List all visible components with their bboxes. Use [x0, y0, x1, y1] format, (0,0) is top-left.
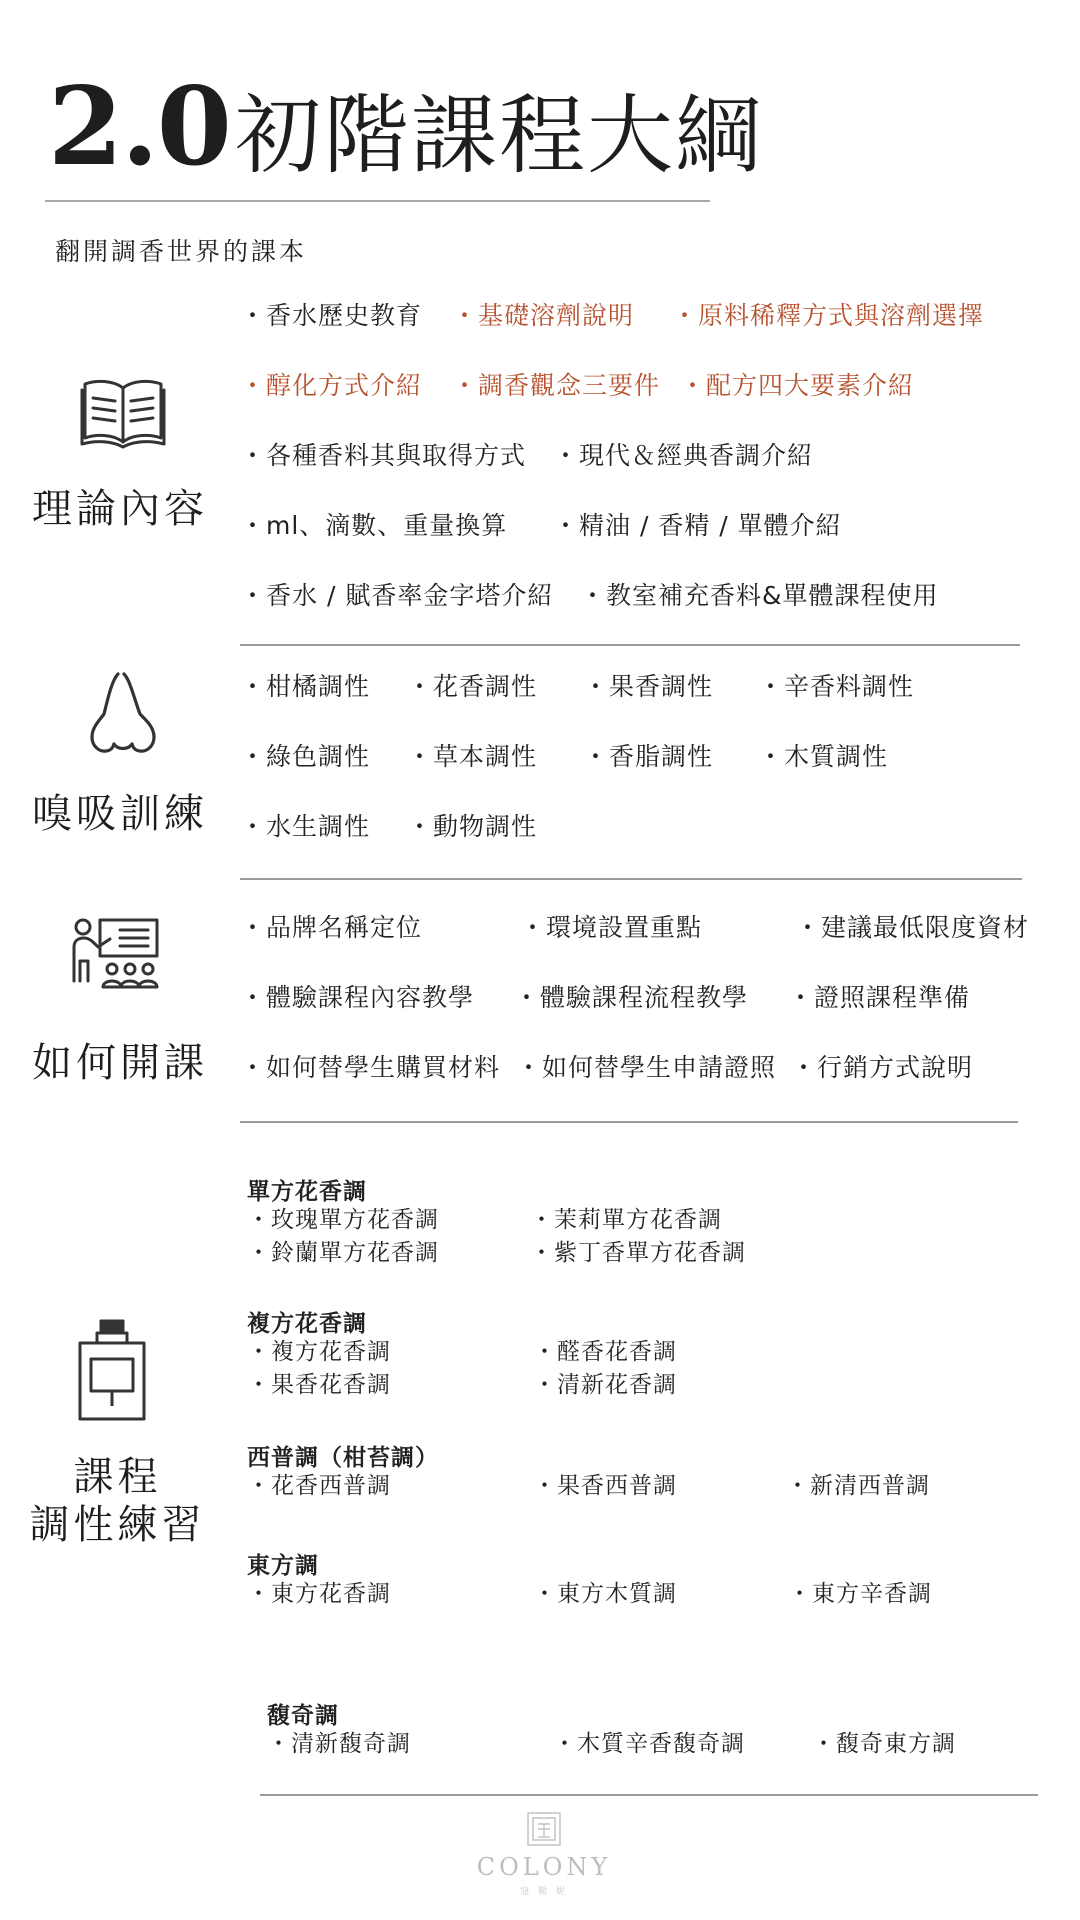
section-label-practice-line1: 課程: [73, 1454, 162, 1500]
list-item: ・香水 / 賦香率金字塔介紹: [240, 581, 554, 610]
list-item: ・調香觀念三要件: [452, 371, 661, 400]
list-item: ・複方花香調: [247, 1339, 391, 1365]
group-title: 西普調（柑苔調）: [247, 1445, 439, 1471]
section-divider: [240, 1121, 1018, 1123]
list-item: ・馥奇東方調: [812, 1731, 956, 1757]
list-item: ・果香花香調: [247, 1372, 391, 1398]
group-title: 複方花香調: [247, 1311, 367, 1337]
list-item: ・動物調性: [407, 812, 538, 841]
list-item: ・柑橘調性: [240, 672, 371, 701]
list-item: ・木質調性: [758, 742, 889, 771]
title-number: 2.0: [48, 64, 230, 190]
list-item: ・體驗課程內容教學: [240, 983, 475, 1012]
perfume-bottle-icon: [76, 1318, 148, 1422]
list-item: ・果香西普調: [533, 1473, 677, 1499]
list-item: ・ml、滴數、重量換算: [240, 511, 508, 540]
list-item: ・清新馥奇調: [267, 1731, 411, 1757]
list-item: ・茉莉單方花香調: [530, 1207, 722, 1233]
page-title: 初階課程大綱: [235, 86, 763, 186]
section-divider: [240, 878, 1022, 880]
list-item: ・精油 / 香精 / 單體介紹: [553, 511, 842, 540]
list-item: ・如何替學生購買材料: [240, 1053, 501, 1082]
section-divider: [240, 644, 1020, 646]
list-item: ・紫丁香單方花香調: [530, 1240, 746, 1266]
title-divider: [45, 200, 710, 202]
list-item: ・辛香料調性: [758, 672, 915, 701]
brand-logo-subtitle: 寇 勒 妮: [520, 1887, 568, 1897]
logo-mark-icon: [526, 1811, 562, 1851]
section-label-olfactory: 嗅吸訓練: [32, 791, 208, 837]
list-item: ・現代＆經典香調介紹: [553, 441, 814, 470]
group-title: 單方花香調: [247, 1179, 367, 1205]
list-item: ・水生調性: [240, 812, 371, 841]
list-item: ・原料稀釋方式與溶劑選擇: [672, 301, 985, 330]
list-item: ・花香西普調: [247, 1473, 391, 1499]
list-item: ・草本調性: [407, 742, 538, 771]
list-item: ・清新花香調: [533, 1372, 677, 1398]
nose-icon: [88, 670, 158, 756]
list-item: ・東方辛香調: [788, 1581, 932, 1607]
page-subtitle: 翻開調香世界的課本: [55, 237, 308, 266]
list-item: ・玫瑰單方花香調: [247, 1207, 439, 1233]
list-item: ・證照課程準備: [788, 983, 971, 1012]
brand-logo: COLONY: [476, 1853, 612, 1881]
group-title: 馥奇調: [267, 1703, 339, 1729]
list-item: ・體驗課程流程教學: [514, 983, 749, 1012]
list-item: ・配方四大要素介紹: [680, 371, 915, 400]
list-item: ・新清西普調: [786, 1473, 930, 1499]
group-title: 東方調: [247, 1553, 319, 1579]
list-item: ・建議最低限度資材: [795, 913, 1030, 942]
list-item: ・香水歷史教育: [240, 301, 423, 330]
list-item: ・品牌名稱定位: [240, 913, 423, 942]
list-item: ・花香調性: [407, 672, 538, 701]
open-book-icon: [80, 374, 166, 450]
list-item: ・東方木質調: [533, 1581, 677, 1607]
section-label-theory: 理論內容: [32, 486, 208, 532]
list-item: ・木質辛香馥奇調: [553, 1731, 745, 1757]
list-item: ・行銷方式說明: [791, 1053, 974, 1082]
list-item: ・醛香花香調: [533, 1339, 677, 1365]
section-label-teaching: 如何開課: [32, 1040, 208, 1086]
list-item: ・果香調性: [583, 672, 714, 701]
list-item: ・各種香料其與取得方式: [240, 441, 527, 470]
list-item: ・教室補充香料&單體課程使用: [580, 581, 939, 610]
list-item: ・鈴蘭單方花香調: [247, 1240, 439, 1266]
section-divider: [260, 1794, 1038, 1796]
list-item: ・如何替學生申請證照: [516, 1053, 777, 1082]
list-item: ・香脂調性: [583, 742, 714, 771]
list-item: ・東方花香調: [247, 1581, 391, 1607]
list-item: ・綠色調性: [240, 742, 371, 771]
list-item: ・醇化方式介紹: [240, 371, 423, 400]
teacher-classroom-icon: [68, 917, 160, 991]
section-label-practice-line2: 調性練習: [29, 1502, 206, 1548]
list-item: ・基礎溶劑說明: [452, 301, 635, 330]
list-item: ・環境設置重點: [520, 913, 703, 942]
